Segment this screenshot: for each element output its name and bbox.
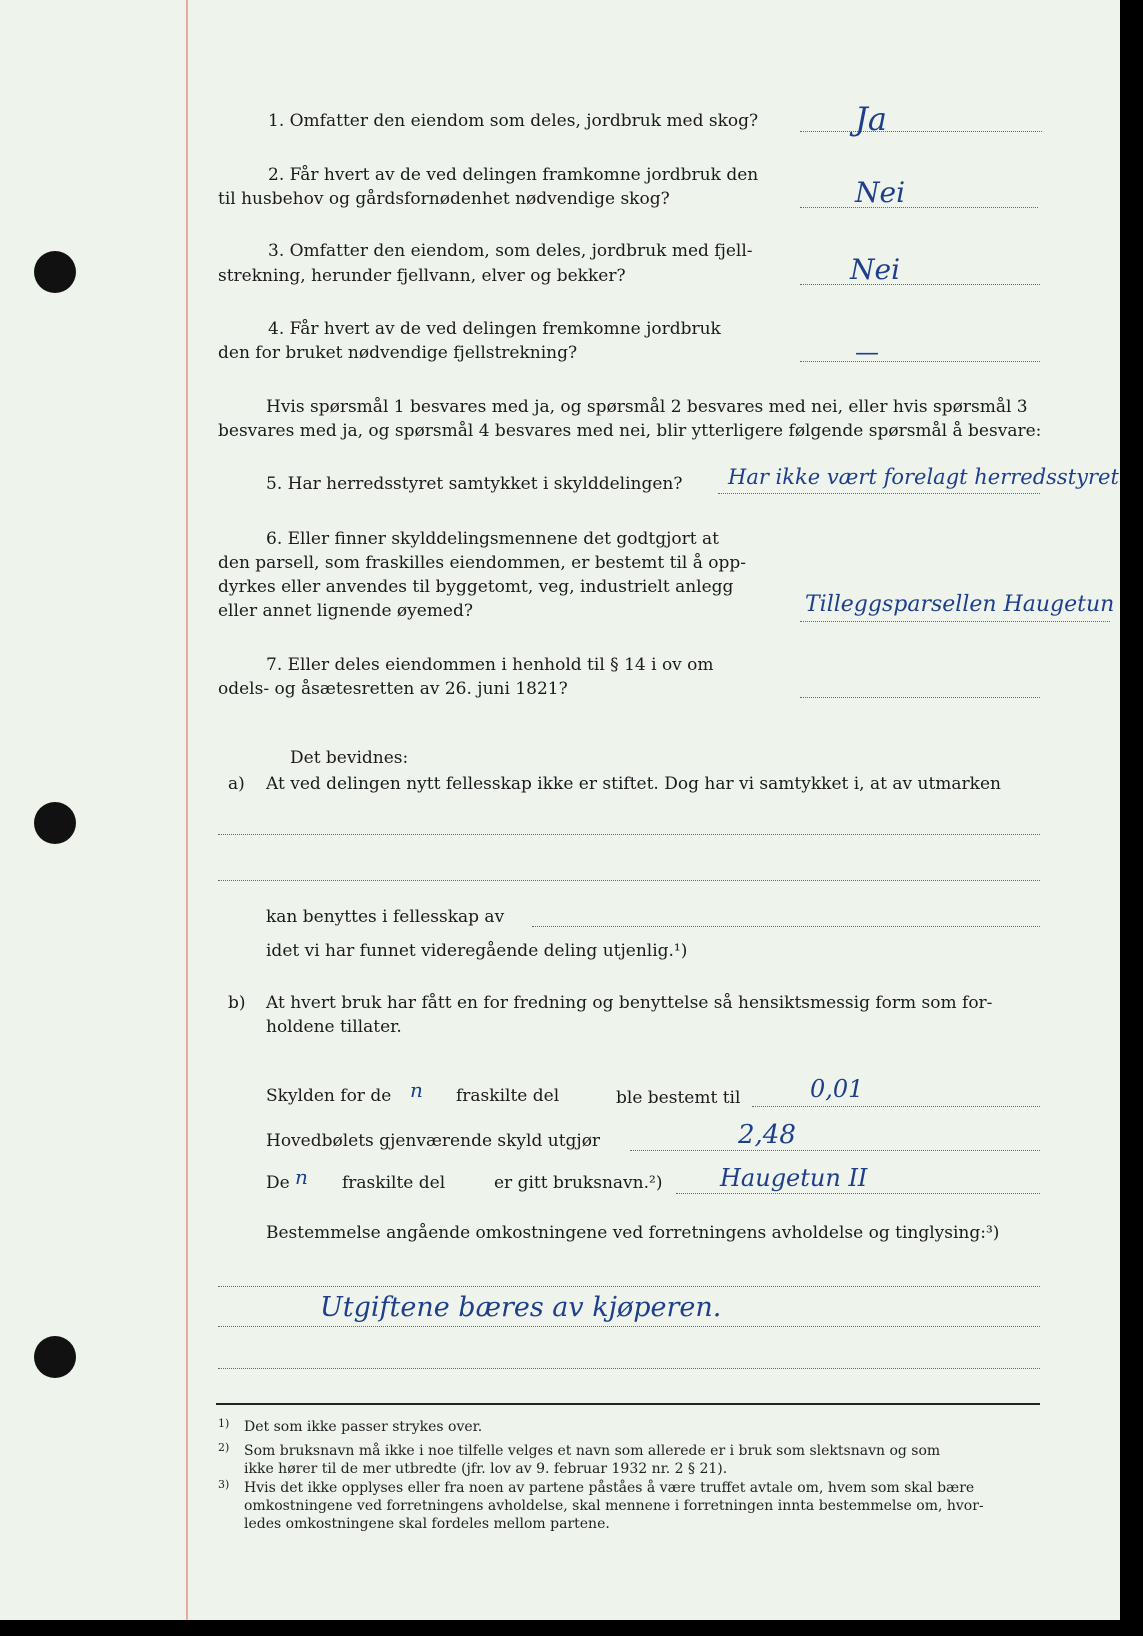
question-3-line-2: strekning, herunder fjellvann, elver og bekker? — [218, 266, 626, 286]
answer-1: Ja — [855, 100, 887, 138]
bevidnes-b-line-2: holdene tillater. — [266, 1017, 402, 1037]
hovedbol-label: Hovedbølets gjenværende skyld utgjør — [266, 1131, 601, 1151]
question-3-line-1: 3. Omfatter den eiendom, som deles, jordbruk med fjell- — [268, 241, 753, 261]
footnote-3-line-3: ledes omkostningene skal fordeles mellom partene. — [244, 1516, 610, 1532]
bruksnavn-handwritten-n: n — [295, 1165, 308, 1189]
hovedbol-value-line — [630, 1150, 1040, 1151]
bevidnes-a-text: At ved delingen nytt fellesskap ikke er stiftet. Dog har vi samtykket i, at av utmarken — [266, 774, 1001, 794]
costs-label: Bestemmelse angående omkostningene ved forretningens avholdelse og tinglysing:³) — [266, 1223, 1000, 1243]
answer-5-line — [718, 493, 1040, 494]
question-2-line-2: til husbehov og gårdsfornødenhet nødvendige skog? — [218, 189, 670, 209]
costs-answer: Utgiftene bæres av kjøperen. — [320, 1292, 722, 1323]
punch-hole — [34, 802, 76, 844]
margin-line — [186, 0, 188, 1620]
bruksnavn-label: er gitt bruksnavn.²) — [494, 1173, 663, 1193]
answer-1-line — [800, 131, 1042, 132]
question-4-line-2: den for bruket nødvendige fjellstrekning? — [218, 343, 578, 363]
condition-line-2: besvares med ja, og spørsmål 4 besvares med nei, blir ytterligere følgende spørsmål å besvare: — [218, 421, 1042, 441]
bevidnes-a-marker: a) — [228, 774, 245, 794]
footnote-separator — [216, 1403, 1040, 1405]
answer-6-line — [800, 621, 1110, 622]
skyld-value: 0,01 — [810, 1075, 864, 1103]
skyld-bestemt-label: ble bestemt til — [616, 1088, 741, 1108]
question-5-line-1: 5. Har herredsstyret samtykket i skylddelingen? — [266, 474, 683, 494]
footnote-1-line-1: Det som ikke passer strykes over. — [244, 1419, 483, 1435]
bevidnes-b-marker: b) — [228, 993, 246, 1013]
question-7-line-1: 7. Eller deles eiendommen i henhold til § 14 i ov om — [266, 655, 714, 675]
bruksnavn-value: Haugetun II — [720, 1164, 868, 1192]
answer-4-line — [800, 361, 1040, 362]
bevidnes-b-line-1: At hvert bruk har fått en for fredning og benyttelse så hensiktsmessig form som for- — [266, 993, 993, 1013]
skyld-label: Skylden for de — [266, 1086, 392, 1106]
answer-7-line — [800, 697, 1040, 698]
shared-use-line — [532, 926, 1040, 927]
question-1-line-1: 1. Omfatter den eiendom som deles, jordbruk med skog? — [268, 111, 759, 131]
costs-line-2 — [218, 1326, 1040, 1327]
answer-3: Nei — [850, 253, 901, 286]
footnote-2-line-1: Som bruksnavn må ikke i noe tilfelle velges et navn som allerede er i bruk som slektsnavn og som — [244, 1443, 941, 1459]
question-6-line-3: dyrkes eller anvendes til byggetomt, veg, industrielt anlegg — [218, 577, 734, 597]
condition-line-1: Hvis spørsmål 1 besvares med ja, og spørsmål 2 besvares med nei, eller hvis spørsmål 3 — [266, 397, 1028, 417]
bruksnavn-fraskilte-label: fraskilte del — [342, 1173, 446, 1193]
costs-line-1 — [218, 1286, 1040, 1287]
bevidnes-heading: Det bevidnes: — [290, 748, 409, 768]
footnote-3-line-2: omkostningene ved forretningens avholdelse, skal mennene i forretningen innta bestemmelse om, hvor- — [244, 1498, 984, 1514]
footnote-2-line-2: ikke hører til de mer utbredte (jfr. lov av 9. februar 1932 nr. 2 § 21). — [244, 1461, 728, 1477]
footnote-3-line-1: Hvis det ikke opplyses eller fra noen av partene påståes å være truffet avtale om, hvem som skal bære — [244, 1480, 975, 1496]
footnote-2-marker: 2) — [218, 1441, 230, 1454]
skyld-value-line — [752, 1106, 1040, 1107]
question-7-line-2: odels- og åsætesretten av 26. juni 1821? — [218, 679, 568, 699]
bruksnavn-label-de: De — [266, 1173, 290, 1193]
idet-text: idet vi har funnet videregående deling utjenlig.¹) — [266, 941, 688, 961]
question-6-line-1: 6. Eller finner skylddelingsmennene det godtgjort at — [266, 529, 719, 549]
answer-6: Tilleggsparsellen Haugetun — [805, 592, 1115, 617]
answer-3-line — [800, 284, 1040, 285]
bevidnes-a-fill-line-2 — [218, 880, 1040, 881]
punch-hole — [34, 1336, 76, 1378]
question-6-line-4: eller annet lignende øyemed? — [218, 601, 473, 621]
skyld-handwritten-n: n — [410, 1078, 423, 1102]
costs-line-3 — [218, 1368, 1040, 1369]
answer-4: — — [855, 338, 879, 366]
shared-use-label: kan benyttes i fellesskap av — [266, 907, 505, 927]
answer-2: Nei — [855, 176, 906, 209]
bruksnavn-value-line — [676, 1193, 1040, 1194]
footnote-1-marker: 1) — [218, 1417, 230, 1430]
footnote-3-marker: 3) — [218, 1478, 230, 1491]
answer-5: Har ikke vært forelagt herredsstyret — [728, 465, 1119, 489]
question-4-line-1: 4. Får hvert av de ved delingen fremkomne jordbruk — [268, 319, 721, 339]
question-2-line-1: 2. Får hvert av de ved delingen framkomne jordbruk den — [268, 165, 759, 185]
bevidnes-a-fill-line-1 — [218, 834, 1040, 835]
question-6-line-2: den parsell, som fraskilles eiendommen, er bestemt til å opp- — [218, 553, 747, 573]
hovedbol-value: 2,48 — [738, 1120, 796, 1150]
skyld-fraskilte-label: fraskilte del — [456, 1086, 560, 1106]
answer-2-line — [800, 207, 1038, 208]
punch-hole — [34, 251, 76, 293]
